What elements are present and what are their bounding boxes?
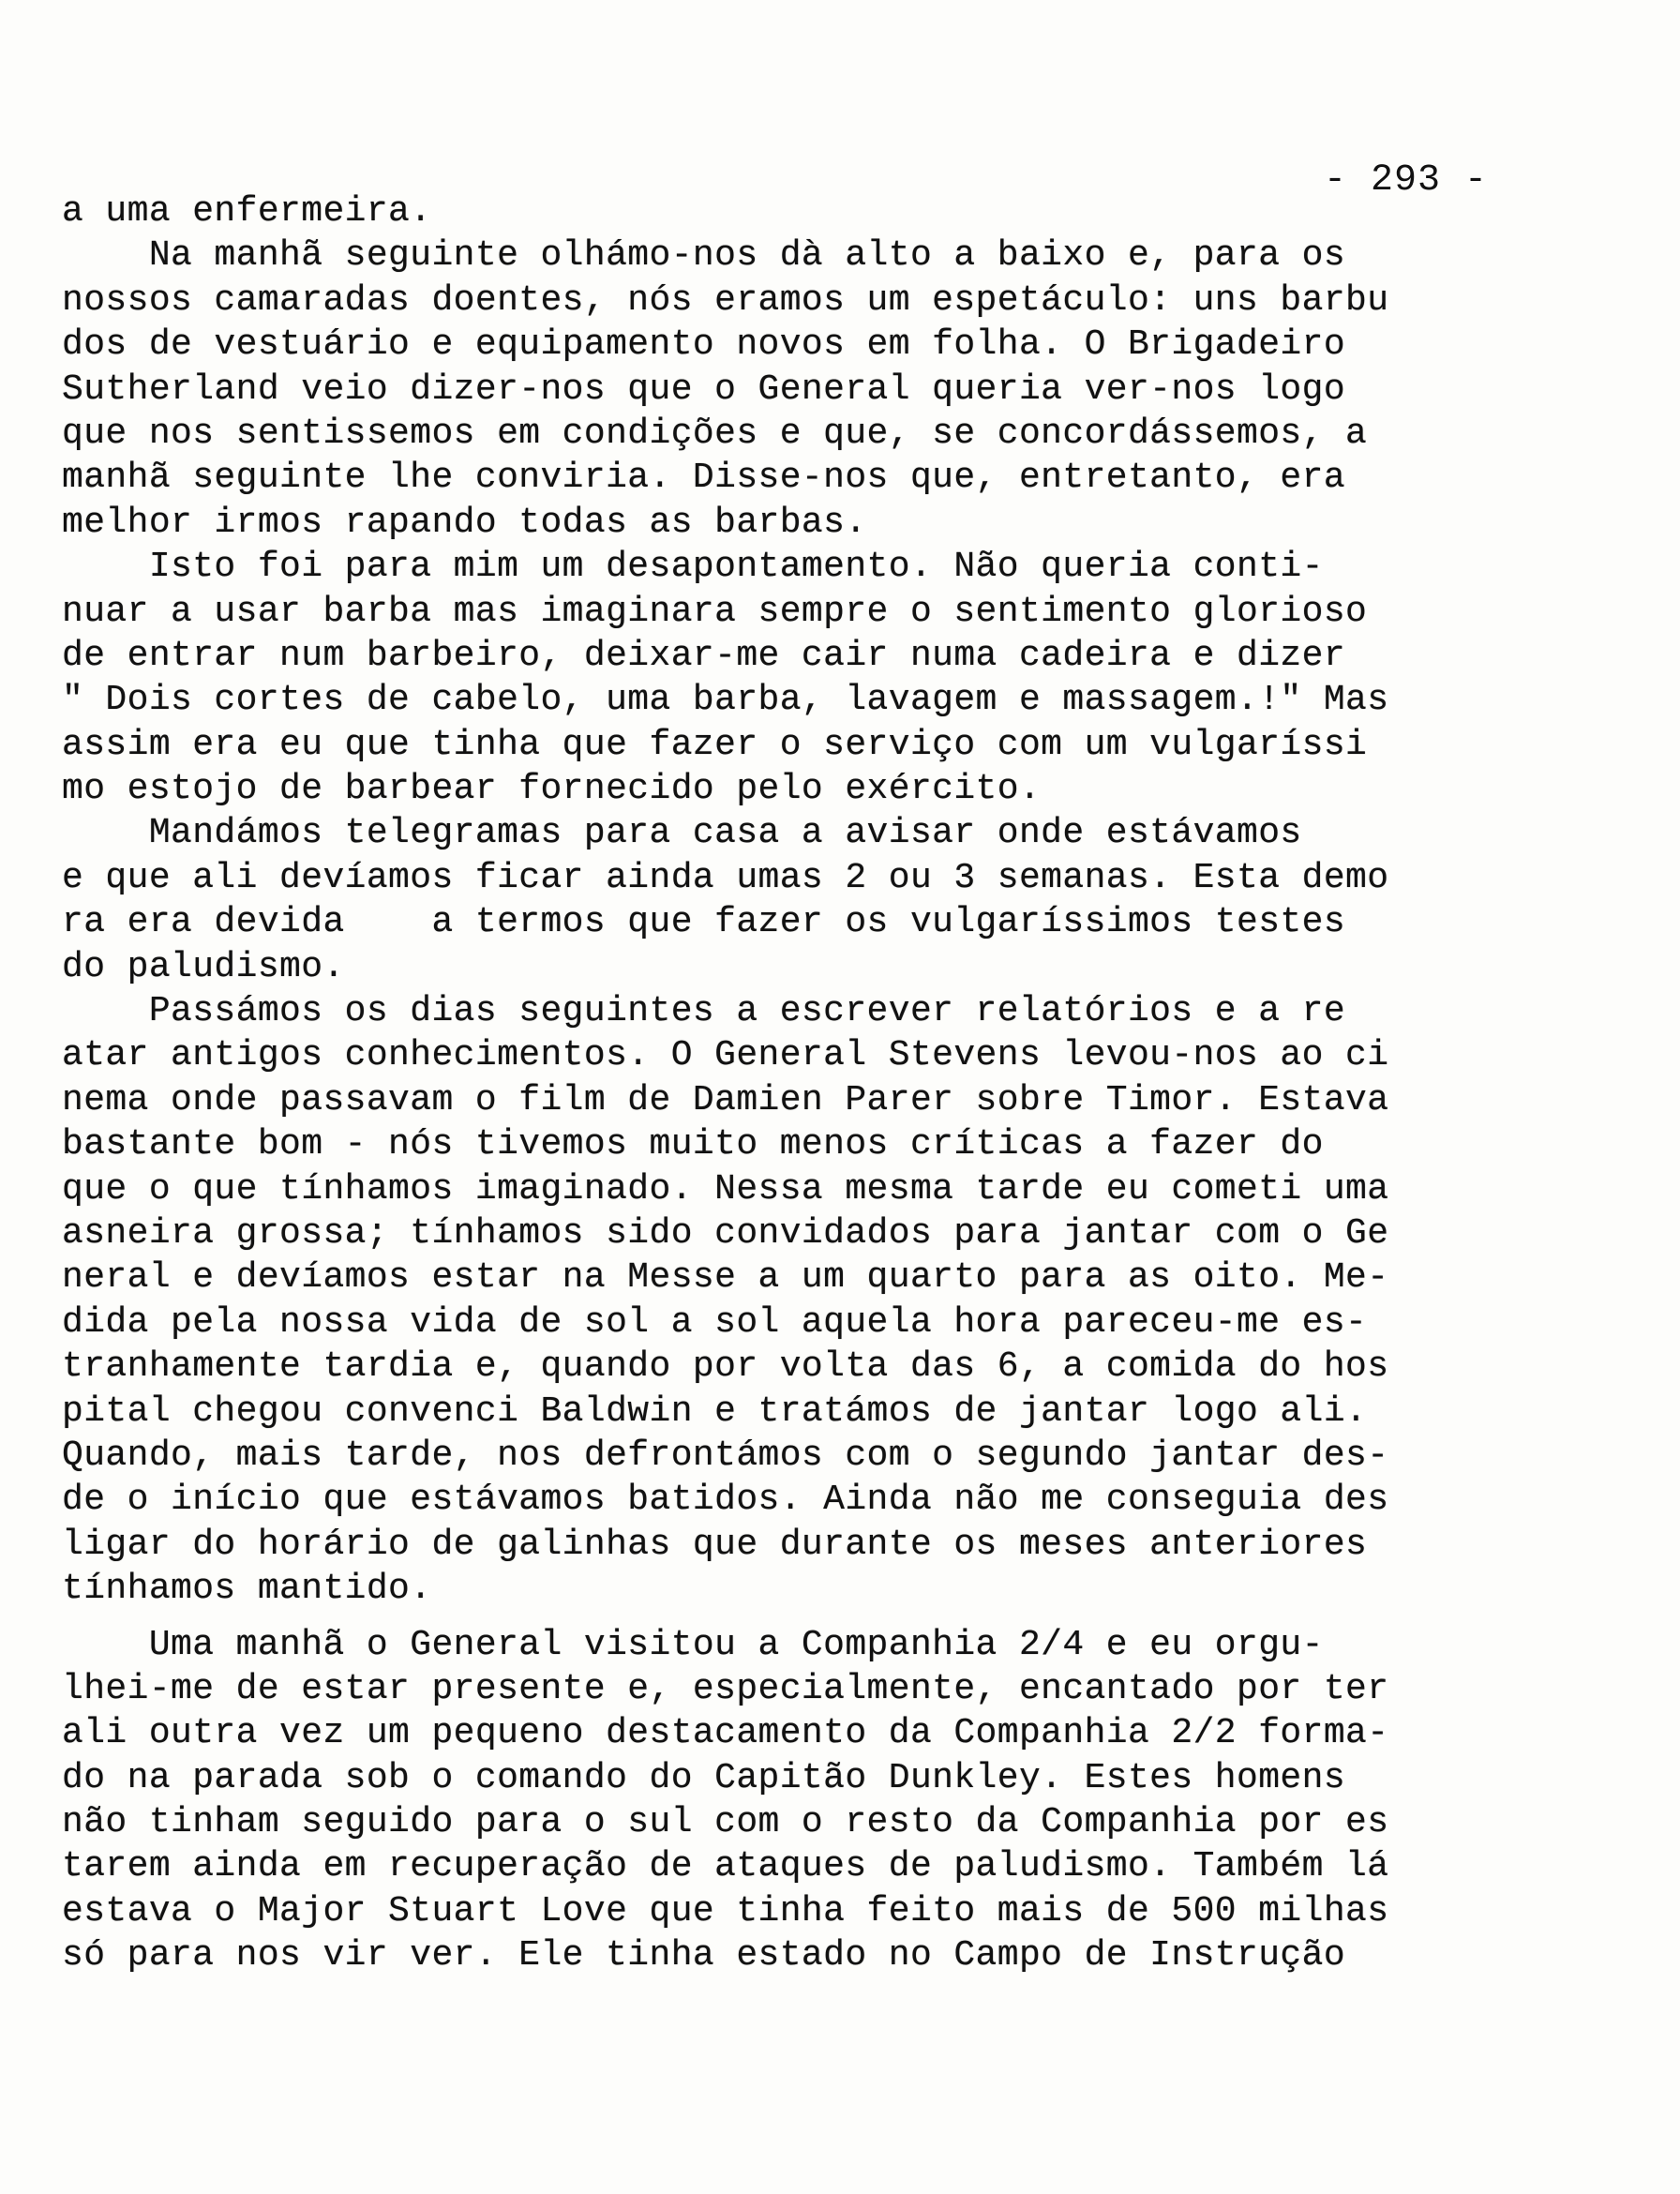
text-line: Passámos os dias seguintes a escrever relatórios e a re [62, 991, 1346, 1032]
text-line: tranhamente tardia e, quando por volta das 6, a comida do hos [62, 1346, 1389, 1388]
text-line: de o início que estávamos batidos. Ainda não me conseguia des [62, 1480, 1389, 1521]
text-line: pital chegou convenci Baldwin e tratámos de jantar logo ali. [62, 1390, 1368, 1432]
text-line: assim era eu que tinha que fazer o serviço com um vulgaríssi [62, 724, 1368, 765]
text-line: dida pela nossa vida de sol a sol aquela hora pareceu-me es- [62, 1301, 1368, 1343]
text-line: Isto foi para mim um desapontamento. Não queria conti- [62, 547, 1324, 588]
text-line: nossos camaradas doentes, nós eramos um espetáculo: uns barbu [62, 279, 1389, 321]
text-line: Sutherland veio dizer-nos que o General queria ver-nos logo [62, 368, 1346, 410]
text-line: não tinham seguido para o sul com o resto da Companhia por es [62, 1802, 1389, 1843]
text-line: dos de vestuário e equipamento novos em folha. O Brigadeiro [62, 324, 1346, 366]
body-text [62, 189, 1506, 1978]
text-line: nema onde passavam o film de Damien Parer sobre Timor. Estava [62, 1079, 1389, 1120]
text-line: lhei-me de estar presente e, especialmente, encantado por ter [62, 1668, 1389, 1709]
text-line: asneira grossa; tínhamos sido convidados para jantar com o Ge [62, 1212, 1389, 1254]
text-line: do na parada sob o comando do Capitão Dunkley. Estes homens [62, 1757, 1346, 1798]
text-line: atar antigos conhecimentos. O General Stevens levou-nos ao ci [62, 1035, 1389, 1076]
text-line: só para nos vir ver. Ele tinha estado no Campo de Instrução [62, 1935, 1346, 1976]
text-line: bastante bom - nós tivemos muito menos críticas a fazer do [62, 1124, 1324, 1165]
text-line: ligar do horário de galinhas que durante os meses anteriores [62, 1524, 1368, 1565]
text-line: manhã seguinte lhe conviria. Disse-nos que, entretanto, era [62, 458, 1346, 499]
text-line: Uma manhã o General visitou a Companhia 2/4 e eu orgu- [62, 1624, 1324, 1665]
text-line: tarem ainda em recuperação de ataques de paludismo. Também lá [62, 1846, 1389, 1887]
text-line: " Dois cortes de cabelo, uma barba, lavagem e massagem.!" Mas [62, 680, 1389, 721]
text-line: Na manhã seguinte olhámo-nos dà alto a baixo e, para os [62, 235, 1346, 277]
page-number: - 293 - [1324, 159, 1489, 202]
text-line: nuar a usar barba mas imaginara sempre o sentimento glorioso [62, 591, 1368, 632]
text-line: melhor irmos rapando todas as barbas. [62, 502, 867, 543]
text-line: neral e devíamos estar na Messe a um quarto para as oito. Me- [62, 1257, 1389, 1299]
text-line: de entrar num barbeiro, deixar-me cair numa cadeira e dizer [62, 635, 1346, 676]
text-line: tínhamos mantido. [62, 1569, 432, 1610]
text-line: Quando, mais tarde, nos defrontámos com o segundo jantar des- [62, 1435, 1389, 1476]
text-line: ra era devida a termos que fazer os vulgaríssimos testes [62, 902, 1346, 943]
text-line: do paludismo. [62, 946, 345, 987]
text-line: que o que tínhamos imaginado. Nessa mesma tarde eu cometi uma [62, 1168, 1389, 1210]
text-line: e que ali devíamos ficar ainda umas 2 ou 3 semanas. Esta demo [62, 857, 1389, 898]
text-line: Mandámos telegramas para casa a avisar onde estávamos [62, 813, 1302, 854]
text-line: estava o Major Stuart Love que tinha feito mais de 500 milhas [62, 1890, 1389, 1931]
text-line: que nos sentissemos em condições e que, se concordássemos, a [62, 413, 1368, 454]
text-line: mo estojo de barbear fornecido pelo exército. [62, 769, 1042, 810]
text-line: ali outra vez um pequeno destacamento da Companhia 2/2 forma- [62, 1713, 1389, 1754]
text-line: a uma enfermeira. [62, 191, 432, 232]
